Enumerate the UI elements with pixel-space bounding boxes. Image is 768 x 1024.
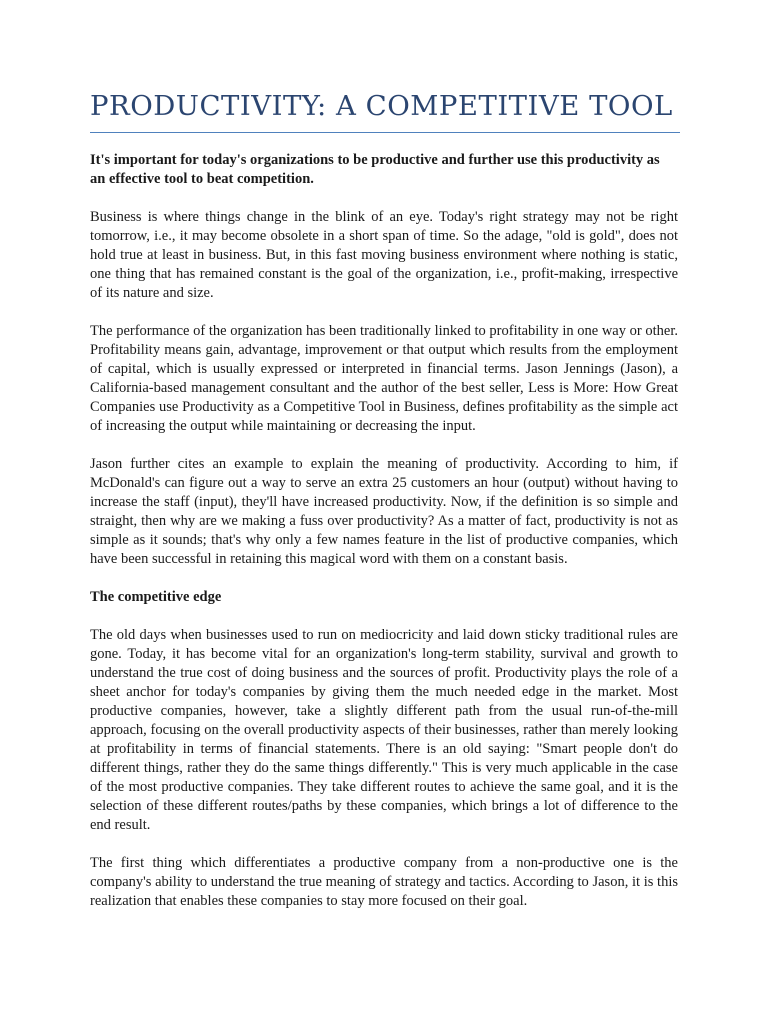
section-heading: The competitive edge [90, 589, 222, 605]
body-paragraph: The old days when businesses used to run on mediocricity and laid down sticky traditional rules are gone. Today, it has become vital for an organization's long-term stability, survival and growth to understand the true cost of doing business and the sources of profit. Productivity plays the role of a sheet anchor for today's companies by giving them the much needed edge in the market. Most productive companies, however, take a slightly different path from the usual run-of-the-mill approach, focusing on the overall productivity aspects of their businesses, rather than merely looking at profitability in terms of financial statements. There is an old saying: "Smart people don't do different things, rather they do the same things differently." This is very much applicable in the case of the most productive companies. They take different routes to achieve the same goal, and it is the selection of these different routes/paths by these companies, which brings a lot of difference to the end result. [90, 627, 678, 833]
body-paragraph: Business is where things change in the blink of an eye. Today's right strategy may not be right tomorrow, i.e., it may become obsolete in a short span of time. So the adage, "old is gold", does not hold true at least in business. But, in this fast moving business environment where nothing is static, one thing that has remained constant is the goal of the organization, i.e., profit-making, irrespective of its nature and size. [90, 209, 678, 301]
intro-paragraph: It's important for today's organizations to be productive and further use this productivity as an effective tool to beat competition. [90, 152, 660, 187]
body-paragraph: The first thing which differentiates a productive company from a non-productive one is the company's ability to understand the true meaning of strategy and tactics. According to Jason, it is this realization that enables these companies to stay more focused on their goal. [90, 855, 678, 909]
page-title: PRODUCTIVITY: A COMPETITIVE TOOL [90, 90, 673, 122]
document-body [90, 151, 678, 930]
title-underline [90, 132, 680, 133]
body-paragraph: The performance of the organization has been traditionally linked to profitability in one way or other. Profitability means gain, advantage, improvement or that output which results from the employment of capital, which is usually expressed or interpreted in financial terms. Jason Jennings (Jason), a California-based management consultant and the author of the best seller, Less is More: How Great Companies use Productivity as a Competitive Tool in Business, defines profitability as the simple act of increasing the output while maintaining or decreasing the input. [90, 323, 678, 434]
body-paragraph: Jason further cites an example to explain the meaning of productivity. According to him, if McDonald's can figure out a way to serve an extra 25 customers an hour (output) without having to increase the staff (input), they'll have increased productivity. Now, if the definition is so simple and straight, then why are we making a fuss over productivity? As a matter of fact, productivity is not as simple as it sounds; that's why only a few names feature in the list of productive companies, which have been successful in retaining this magical word with them on a constant basis. [90, 456, 678, 567]
